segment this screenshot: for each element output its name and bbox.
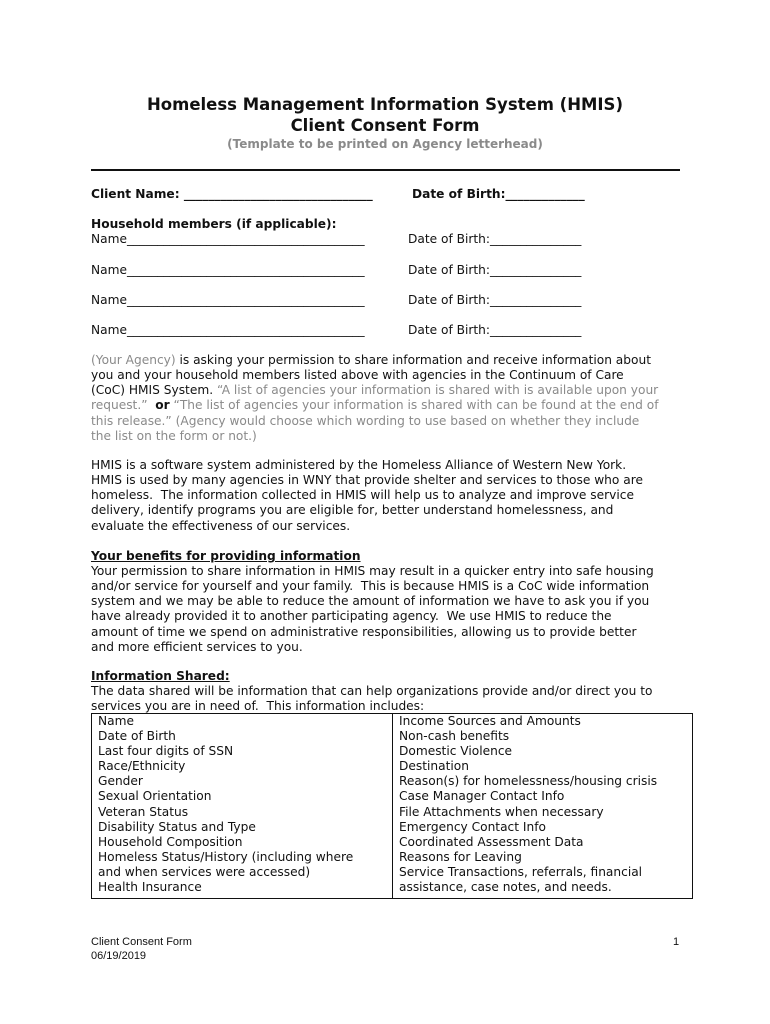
footer-date: 06/19/2019 [91, 950, 147, 962]
page-title: Homeless Management Information System (HMIS) [146, 95, 623, 114]
list-item: File Attachments when necessary [399, 804, 604, 819]
header-divider [91, 169, 680, 171]
client-dob-field: Date of Birth:_____________ [412, 187, 585, 201]
list-item: Reasons for Leaving [399, 849, 522, 864]
page-number: 1 [673, 936, 680, 948]
template-note: (Template to be printed on Agency letterhead) [227, 137, 543, 151]
info-right-column [393, 714, 693, 899]
list-item: Sexual Orientation [98, 789, 212, 804]
list-item: Homeless Status/History (including where [98, 849, 354, 864]
list-item: Case Manager Contact Info [399, 789, 565, 804]
list-item: Household Composition [98, 834, 243, 849]
household-member-dob-field: Date of Birth:_______________ [408, 232, 582, 246]
list-item: Domestic Violence [399, 744, 513, 759]
household-member-dob-field: Date of Birth:_______________ [408, 263, 582, 277]
list-item: Emergency Contact Info [399, 819, 546, 834]
household-member-name-field: Name_______________________________________ [91, 323, 365, 337]
list-item: Date of Birth [98, 729, 176, 744]
info-shared-table [91, 713, 693, 899]
list-item: Reason(s) for homelessness/housing crisis [399, 774, 658, 789]
client-name-field: Client Name: _______________________________ [91, 187, 373, 201]
form-title: Client Consent Form [290, 116, 480, 135]
footer-form-name: Client Consent Form [91, 936, 192, 948]
list-item: Last four digits of SSN [98, 744, 234, 759]
list-item: Veteran Status [98, 804, 189, 819]
household-member-name-field: Name_______________________________________ [91, 232, 365, 246]
hmis-paragraph: HMIS is a software system administered by the Homeless Alliance of Western New York. HMIS is used by many agencies in WNY that provide shelter and services to those who are homeless. The information collected in HMIS will help us to analyze and improve service delivery, identify programs you are eligible for, better understand homelessness, and evaluate the effectiveness of our services. [91, 458, 643, 533]
benefits-heading: Your benefits for providing information [91, 549, 361, 563]
household-heading: Household members (if applicable): [91, 217, 337, 231]
list-item: Race/Ethnicity [98, 759, 186, 774]
list-item: Gender [98, 774, 143, 789]
household-member-dob-field: Date of Birth:_______________ [408, 293, 582, 307]
benefits-paragraph: Your permission to share information in HMIS may result in a quicker entry into safe housing and/or service for yourself and your family. This is because HMIS is a CoC wide information system and we may be able to reduce the amount of information we have to ask you if you have already provided it to another participating agency. We use HMIS to reduce the amount of time we spend on administrative responsibilities, allowing us to provide better and more efficient services to you. [91, 564, 654, 654]
list-item: Destination [399, 759, 469, 774]
household-member-name-field: Name_______________________________________ [91, 293, 365, 307]
list-item: Health Insurance [98, 880, 202, 895]
list-item: Name [98, 714, 134, 728]
list-item: Disability Status and Type [98, 819, 256, 834]
list-item: assistance, case notes, and needs. [399, 880, 612, 895]
list-item: Service Transactions, referrals, financial [399, 864, 643, 879]
agency-placeholder: (Your Agency) [91, 353, 176, 367]
info-left-column [92, 714, 393, 899]
info-shared-heading: Information Shared: [91, 669, 230, 683]
intro-paragraph: (Your Agency) is asking your permission to share information and receive information about you and your household members listed above with agencies in the Continuum of Care (CoC) HMIS System. “A list of agencies your information is shared with is available upon your request.” or “The list of agencies your information is shared with can be found at the end of this release.” (Agency would choose which wording to use based on whether they include the list on the form or not.) [91, 353, 659, 443]
list-item: Coordinated Assessment Data [399, 834, 584, 849]
info-shared-paragraph: The data shared will be information that can help organizations provide and/or direct you to services you are in need of. This information includes: [91, 684, 653, 714]
list-item: and when services were accessed) [98, 864, 311, 879]
list-item: Income Sources and Amounts [399, 714, 581, 728]
household-member-name-field: Name_______________________________________ [91, 263, 365, 277]
list-item: Non-cash benefits [399, 729, 510, 744]
household-member-dob-field: Date of Birth:_______________ [408, 323, 582, 337]
